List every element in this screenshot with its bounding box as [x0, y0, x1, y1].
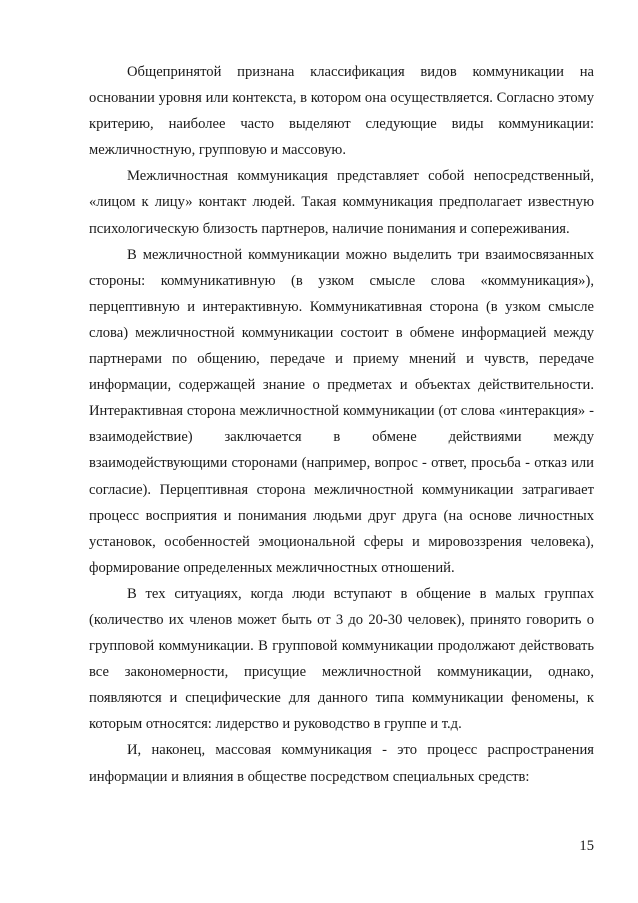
body-text: [89, 59, 594, 790]
paragraph-mass: И, наконец, массовая коммуникация - это процесс распространения информации и влияния в обществе посредством специальных средств:: [89, 742, 594, 785]
paragraph-interpersonal: Межличностная коммуникация представляет собой непосредственный, «лицом к лицу» контакт людей. Такая коммуникация предполагает известную психологическую близость партнеров, наличие понимания и сопереживания.: [89, 168, 594, 237]
page-number: 15: [579, 838, 594, 854]
paragraph-three-sides: В межличностной коммуникации можно выделить три взаимосвязанных стороны: коммуникативную (в узком смысле слова «коммуникация»), перцептивную и интерактивную. Коммуникативная сторона (в узком смысле слова) межличностной коммуникации состоит в обмене информацией между партнерами по общению, передаче и приему мнений и чувств, передаче информации, содержащей знание о предметах и объектах действительности. Интерактивная сторона межличностной коммуникации (от слова «интеракция» - взаимодействие) заключается в обмене действиями между взаимодействующими сторонами (например, вопрос - ответ, просьба - отказ или согласие). Перцептивная сторона межличностной коммуникации затрагивает процесс восприятия и понимания людьми друг друга (на основе личностных установок, особенностей эмоциональной сферы и мировоззрения человека), формирование определенных межличностных отношений.: [89, 246, 594, 576]
paragraph-group: В тех ситуациях, когда люди вступают в общение в малых группах (количество их членов может быть от 3 до 20-30 человек), принято говорить о групповой коммуникации. В групповой коммуникации продолжают действовать все закономерности, присущие межличностной коммуникации, однако, появляются и специфические для данного типа коммуникации феномены, к которым относятся: лидерство и руководство в группе и т.д.: [89, 585, 594, 733]
paragraph-classification: Общепринятой признана классификация видов коммуникации на основании уровня или контекста, в котором она осуществляется. Согласно этому критерию, наиболее часто выделяют следующие виды коммуникации: межличностную, групповую и массовую.: [89, 64, 594, 159]
